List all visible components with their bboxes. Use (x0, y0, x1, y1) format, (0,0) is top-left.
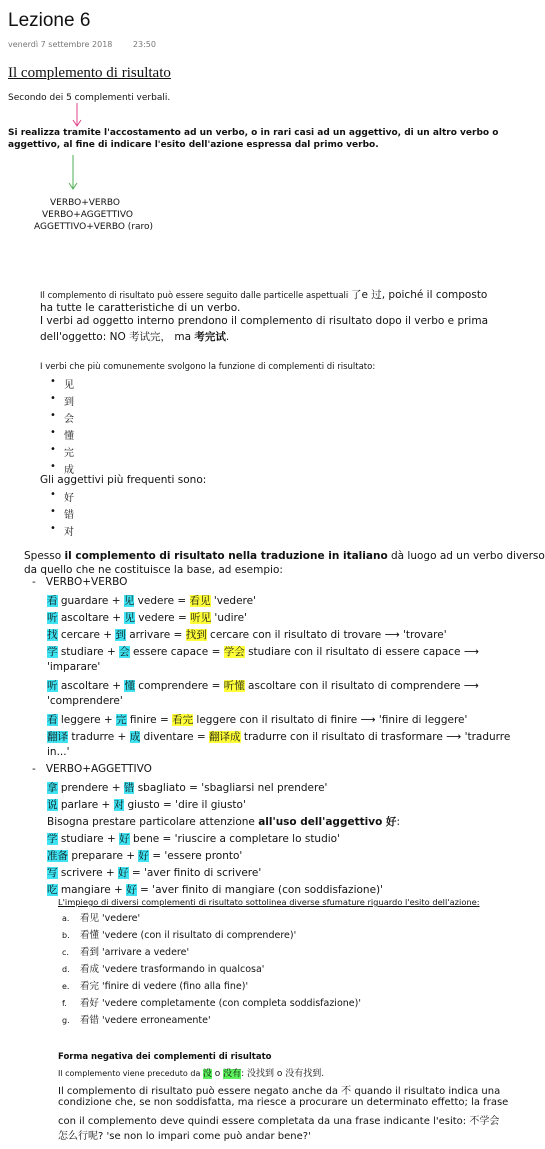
list-text: 看错 'vedere erroneamente' (80, 1015, 211, 1026)
adjectives-intro: Gli aggettivi più frequenti sono: (40, 474, 207, 486)
hao-verb: 写 (47, 867, 58, 879)
vv-verb: 看 (47, 595, 58, 607)
list-item: • 懂 (50, 427, 74, 444)
vv-row (47, 610, 510, 627)
vv-verb: 翻译 (47, 731, 68, 743)
neg-line2: Il complemento di risultato può essere negato anche da 不 quando il risultato indica una (58, 1086, 501, 1097)
list-item: • 对 (50, 523, 74, 540)
list-item: • 错 (50, 506, 74, 523)
vv-compound: 看完 (172, 714, 194, 726)
vv-gloss: ascoltare + (57, 612, 125, 624)
vv-compound: 学会 (223, 646, 245, 658)
list-item (62, 961, 361, 978)
vv-gloss: vedere = (134, 595, 190, 607)
para1-text-a: Il complemento di risultato può essere seguito dalle particelle aspettuali (40, 291, 351, 301)
vv-examples (32, 593, 510, 763)
verbs-intro: I verbi che più comunemente svolgono la funzione di complementi di risultato: (40, 362, 376, 372)
neg-l1-a: Il complemento viene preceduto da (58, 1069, 203, 1078)
hao-row (47, 865, 510, 882)
vv-row (47, 678, 510, 695)
neg-line1 (58, 1066, 324, 1079)
list-item (62, 995, 361, 1012)
vv-compound: 找到 (185, 629, 207, 641)
va-meaning: sbagliato = 'sbagliarsi nel prendere' (134, 782, 328, 794)
vv-gloss: finire = (126, 714, 173, 726)
neg-l1-e: : 没找到 o 没有找到. (241, 1069, 325, 1079)
vv-verb: 学 (47, 646, 58, 658)
section-heading: Il complemento di risultato (8, 65, 171, 81)
hao-row (47, 848, 510, 865)
list-marker: c. (62, 948, 69, 957)
adjectives-list (50, 489, 74, 540)
vv-continuation: in...' (47, 746, 70, 758)
page-title: Lezione 6 (8, 10, 91, 31)
vv-label: - VERBO+VERBO (32, 576, 128, 588)
va-label-text: VERBO+AGGETTIVO (45, 763, 152, 775)
vv-complement: 到 (115, 629, 126, 641)
vv-gloss: essere capace = (129, 646, 224, 658)
list-marker: f. (62, 999, 67, 1008)
para1-l4-b: 考完试 (194, 331, 226, 343)
para1-text-b: 了e 过, poiché il composto (350, 289, 488, 301)
vv-complement: 成 (129, 731, 141, 743)
hao-gloss: preparare + (68, 850, 139, 862)
list-marker: e. (62, 982, 70, 991)
vv-meaning: 'vedere' (210, 595, 256, 607)
para1-l4-a: dell'oggetto: NO 考试完， ma (40, 331, 195, 343)
list-text: 看成 'vedere trasformando in qualcosa' (80, 964, 265, 975)
hao-gloss: scrivere + (57, 867, 119, 879)
vv-complement: 完 (116, 714, 127, 726)
attention-c: : (396, 816, 400, 828)
vv-gloss: ascoltare + (57, 680, 125, 692)
vv-row (47, 593, 510, 610)
page-meta (8, 40, 174, 49)
hao-verb: 吃 (47, 884, 58, 896)
vv-continuation: 'imparare' (47, 661, 101, 673)
va-examples (32, 780, 510, 899)
list-item: • 完 (50, 444, 74, 461)
para1-line4 (40, 329, 229, 344)
nuance-list (62, 910, 361, 1029)
list-text: 看到 'arrivare a vedere' (80, 947, 190, 958)
hao-complement: 好 (119, 833, 130, 845)
vv-meaning: 'udire' (211, 612, 247, 624)
spesso-c: dà luogo ad un verbo diverso (387, 550, 545, 562)
green-arrow-icon (68, 155, 78, 191)
para1-line1 (40, 287, 487, 302)
hao-meaning: = 'aver finito di scrivere' (128, 867, 262, 879)
definition-line-2: aggettivo, al fine di indicare l'esito dell'azione espressa dal primo verbo. (8, 140, 379, 150)
verbs-list (50, 376, 74, 478)
neg-title: Forma negativa dei complementi di risultato (58, 1052, 272, 1062)
va-gloss: prendere + (57, 782, 124, 794)
vv-gloss: comprendere = (134, 680, 224, 692)
vv-meaning: studiare con il risultato di essere capace ⟶ (244, 646, 479, 658)
attention-b: all'uso dell'aggettivo 好 (258, 816, 397, 828)
list-item (62, 927, 361, 944)
page-date: venerdì 7 settembre 2018 (8, 40, 113, 49)
vv-complement: 见 (124, 612, 135, 624)
vv-gloss: vedere = (134, 612, 191, 624)
vv-row (47, 644, 510, 661)
vv-meaning: ascoltare con il risultato di comprendere ⟶ (244, 680, 479, 692)
neg-line3: condizione che, se non soddisfatta, ma riesce a procurare un determinato effetto; la frase (58, 1097, 509, 1108)
list-text: 看见 'vedere' (80, 913, 141, 924)
para1-line2: ha tutte le caratteristiche di un verbo. (40, 302, 241, 314)
list-item (62, 1012, 361, 1029)
attention-line (47, 814, 510, 831)
hao-complement: 好 (118, 867, 129, 879)
para1-l4-c: . (225, 331, 230, 343)
va-label: - VERBO+AGGETTIVO (32, 763, 152, 775)
vv-gloss: studiare + (57, 646, 120, 658)
vv-row (47, 712, 510, 729)
vv-gloss: diventare = (140, 731, 210, 743)
spesso-b: il complemento di risultato nella traduzione in italiano (64, 550, 388, 562)
va-complement: 对 (113, 799, 125, 811)
definition-line-1: Si realizza tramite l'accostamento ad un verbo, o in rari casi ad un aggettivo, di un altro verbo o (8, 128, 499, 138)
list-item: • 会 (50, 410, 74, 427)
vv-compound: 翻译成 (209, 731, 241, 743)
va-gloss: parlare + (57, 799, 114, 811)
vv-gloss: arrivare = (125, 629, 186, 641)
va-verb: 拿 (47, 782, 58, 794)
vv-complement: 见 (123, 595, 135, 607)
list-text: 看懂 'vedere (con il risultato di comprendere)' (80, 930, 297, 941)
pattern-va: VERBO+AGGETTIVO (42, 210, 133, 220)
page-time: 23:50 (132, 40, 156, 49)
va-row (47, 797, 510, 814)
list-item: • 见 (50, 376, 74, 393)
pattern-vv: VERBO+VERBO (50, 198, 120, 208)
list-item (62, 978, 361, 995)
list-item: • 好 (50, 489, 74, 506)
va-row (47, 780, 510, 797)
vv-compound: 听见 (190, 612, 212, 624)
pattern-av: AGGETTIVO+VERBO (raro) (34, 222, 154, 232)
hao-complement: 好 (138, 850, 149, 862)
list-item (62, 944, 361, 961)
hao-meaning: bene = 'riuscire a completare lo studio' (129, 833, 340, 845)
list-item: • 成 (50, 461, 74, 478)
vv-gloss: tradurre + (68, 731, 130, 743)
vv-complement: 会 (119, 646, 130, 658)
spesso-a: Spesso (24, 550, 65, 562)
vv-compound: 听懂 (223, 680, 245, 692)
hao-complement: 好 (126, 884, 137, 896)
vv-verb: 看 (47, 714, 58, 726)
va-verb: 说 (47, 799, 58, 811)
neg-meiyou: 没有 (223, 1069, 242, 1079)
spesso-line1 (24, 550, 545, 562)
va-meaning: giusto = 'dire il giusto' (124, 799, 246, 811)
vv-row (47, 729, 510, 746)
vv-verb: 找 (47, 629, 58, 641)
vv-label-text: VERBO+VERBO (45, 576, 128, 588)
list-marker: b. (62, 931, 70, 940)
neg-line5: 怎么行呢? 'se non lo impari come può andar bene?' (58, 1131, 311, 1142)
list-item: • 到 (50, 393, 74, 410)
vv-gloss: leggere + (57, 714, 117, 726)
vv-gloss: cercare + (57, 629, 116, 641)
hao-gloss: mangiare + (57, 884, 127, 896)
hao-meaning: = 'aver finito di mangiare (con soddisfazione)' (136, 884, 384, 896)
para1-line3: I verbi ad oggetto interno prendono il complemento di risultato dopo il verbo e prima (40, 315, 489, 327)
vv-complement: 懂 (124, 680, 135, 692)
neg-mei: 没 (202, 1069, 212, 1079)
hao-row (47, 831, 510, 848)
vv-meaning: tradurre con il risultato di trasformare ⟶ 'tradurre (240, 731, 511, 743)
vv-row (47, 627, 510, 644)
vv-verb: 听 (47, 612, 58, 624)
attention-a: Bisogna prestare particolare attenzione (47, 816, 259, 828)
nuance-intro: L'impiego di diversi complementi di risultato sottolinea diverse sfumature riguardo l'esito dell'azione: (58, 897, 480, 907)
hao-verb: 学 (47, 833, 58, 845)
vv-section (32, 576, 510, 899)
hao-gloss: studiare + (57, 833, 120, 845)
pink-arrow-icon (72, 103, 82, 129)
list-item (62, 910, 361, 927)
list-marker: d. (62, 965, 70, 974)
list-marker: g. (62, 1016, 70, 1025)
va-complement: 错 (123, 782, 135, 794)
vv-meaning: leggere con il risultato di finire ⟶ 'finire di leggere' (193, 714, 468, 726)
vv-meaning: cercare con il risultato di trovare ⟶ 'trovare' (206, 629, 447, 641)
hao-verb: 准备 (47, 850, 68, 862)
spesso-line2: da quello che ne costituisce la base, ad esempio: (24, 564, 283, 576)
list-text: 看完 'finire di vedere (fino alla fine)' (80, 981, 249, 992)
hao-meaning: = 'essere pronto' (148, 850, 243, 862)
list-text: 看好 'vedere completamente (con completa soddisfazione)' (80, 998, 361, 1009)
vv-continuation: 'comprendere' (47, 695, 123, 707)
vv-compound: 看见 (189, 595, 211, 607)
neg-line4: con il complemento deve quindi essere completata da una frase indicante l'esito: 不学会 (58, 1116, 500, 1127)
vv-verb: 听 (47, 680, 58, 692)
list-marker: a. (62, 914, 70, 923)
vv-gloss: guardare + (57, 595, 124, 607)
neg-l1-c: o (211, 1069, 224, 1079)
intro-text: Secondo dei 5 complementi verbali. (8, 93, 171, 103)
